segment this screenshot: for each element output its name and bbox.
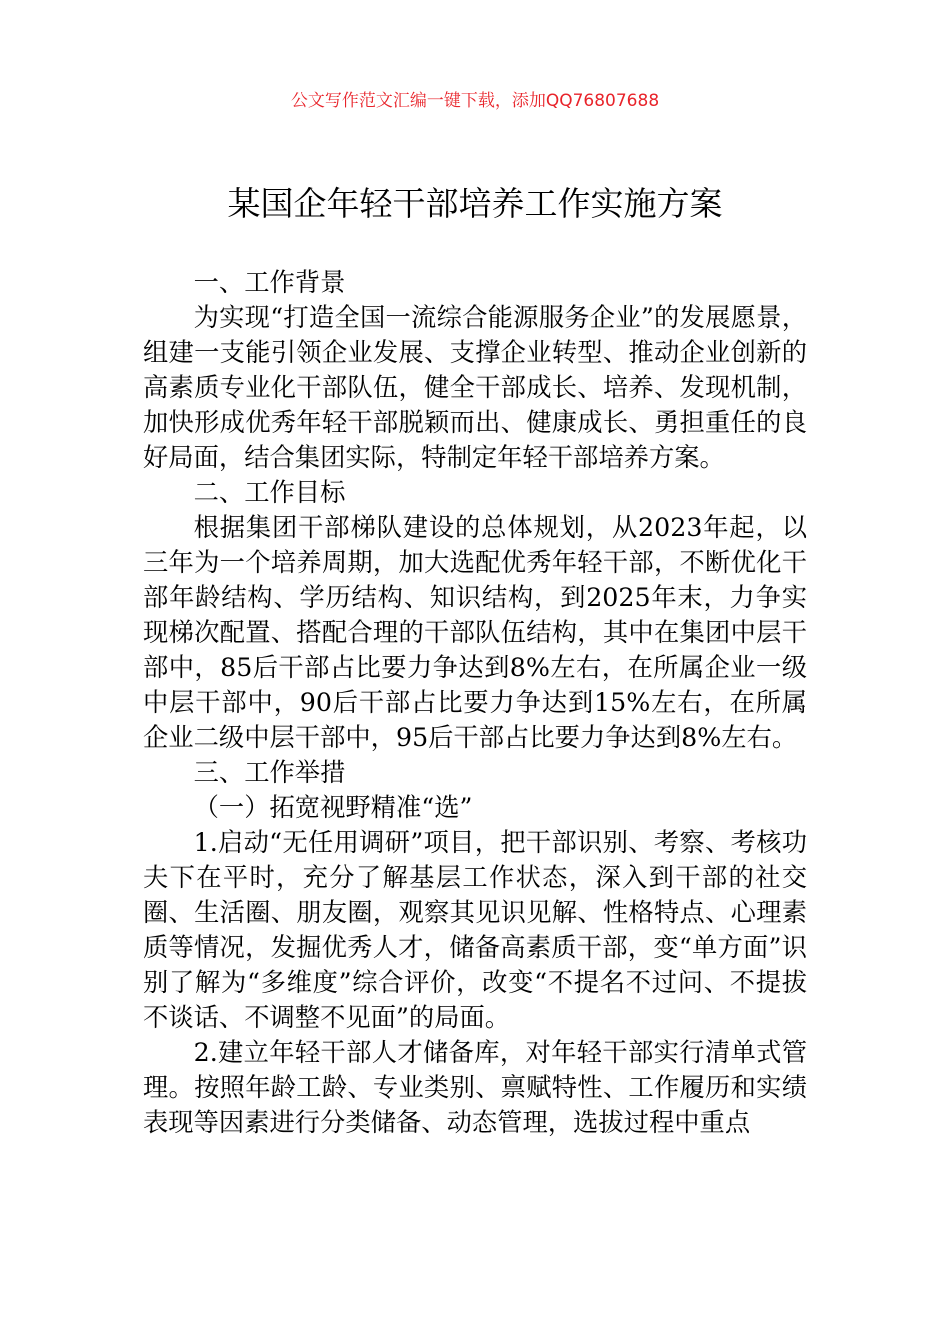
section-heading-measures: 三、工作举措 [193, 758, 346, 787]
paragraph-item-2: 2.建立年轻干部人才储备库，对年轻干部实行清单式管理。按照年龄工龄、专业类别、禀赋特性、工作履历和实绩表现等因素进行分类储备、动态管理，选拔过程中重点 [143, 1038, 807, 1137]
document-body [143, 265, 807, 1140]
download-banner: 公文写作范文汇编一键下载，添加QQ76807688 [290, 91, 660, 111]
paragraph-goals: 根据集团干部梯队建设的总体规划，从2023年起，以三年为一个培养周期，加大选配优秀年轻干部，不断优化干部年龄结构、学历结构、知识结构，到2025年末，力争实现梯次配置、搭配合理的干部队伍结构，其中在集团中层干部中，85后干部占比要力争达到8%左右，在所属企业一级中层干部中，90后干部占比要力争达到15%左右，在所属企业二级中层干部中，95后干部占比要力争达到8%左右。 [143, 513, 807, 752]
paragraph-item-1: 1.启动“无任用调研”项目，把干部识别、考察、考核功夫下在平时，充分了解基层工作状态，深入到干部的社交圈、生活圈、朋友圈，观察其见识见解、性格特点、心理素质等情况，发掘优秀人才，储备高素质干部，变“单方面”识别了解为“多维度”综合评价，改变“不提名不过问、不提拔不谈话、不调整不见面”的局面。 [143, 828, 807, 1032]
document-title: 某国企年轻干部培养工作实施方案 [227, 184, 723, 223]
paragraph-background: 为实现“打造全国一流综合能源服务企业”的发展愿景，组建一支能引领企业发展、支撑企业转型、推动企业创新的高素质专业化干部队伍，健全干部成长、培养、发现机制，加快形成优秀年轻干部脱颖而出、健康成长、勇担重任的良好局面，结合集团实际，特制定年轻干部培养方案。 [143, 303, 807, 472]
subsection-heading-select: （一）拓宽视野精准“选” [193, 793, 473, 822]
section-heading-background: 一、工作背景 [193, 268, 346, 297]
section-heading-goals: 二、工作目标 [193, 478, 346, 507]
